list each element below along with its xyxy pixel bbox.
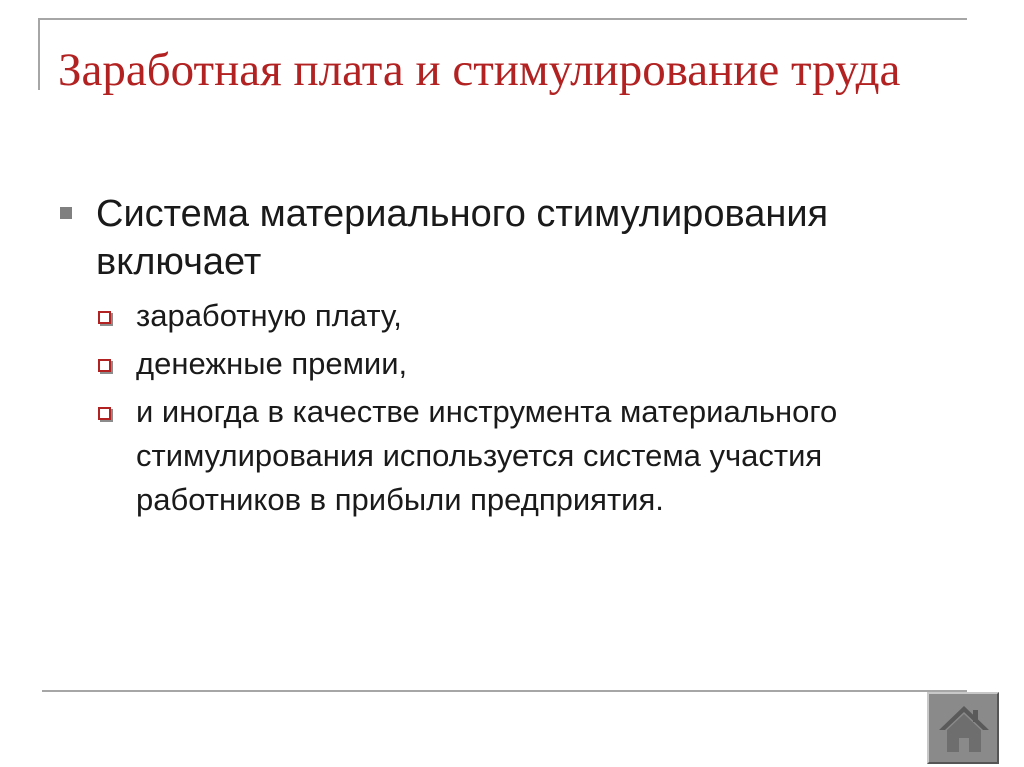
home-button[interactable] [927, 692, 999, 764]
box-bullet-icon [98, 359, 111, 372]
sub-bullet-item [58, 390, 958, 522]
sub-bullet-list [58, 294, 958, 522]
main-bullet-item [58, 190, 958, 286]
sub-bullet-item [58, 342, 958, 386]
frame-left-line [38, 18, 40, 90]
slide-title: Заработная плата и стимулирование труда [58, 44, 901, 96]
frame-bottom-line [42, 690, 967, 692]
main-point-text: Система материального стимулирования включает [96, 193, 829, 283]
box-bullet-icon [98, 407, 111, 420]
sub-point-text: и иногда в качестве инструмента материального стимулирования используется система участия работников в прибыли предприятия. [136, 394, 838, 517]
sub-point-text: денежные премии, [136, 346, 408, 381]
sub-bullet-item [58, 294, 958, 338]
sub-point-text: заработную плату, [136, 298, 402, 333]
home-icon [935, 700, 993, 758]
slide-content [58, 190, 958, 526]
box-bullet-icon [98, 311, 111, 324]
frame-top-line [38, 18, 967, 20]
square-bullet-icon [60, 207, 72, 219]
